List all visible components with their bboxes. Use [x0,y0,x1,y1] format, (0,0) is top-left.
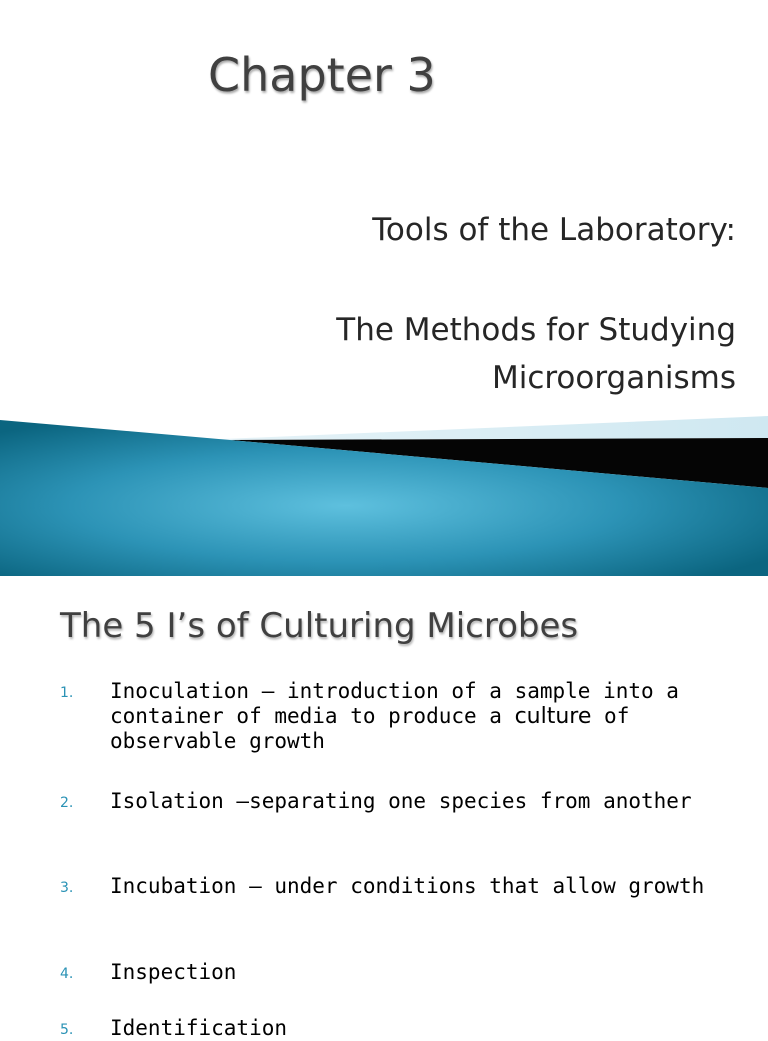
subtitle-line-1: Tools of the Laboratory: [372,212,736,248]
slide-2-title: The 5 I’s of Culturing Microbes [60,606,579,646]
list-number: 2. [60,795,74,811]
list-text [110,679,750,754]
list-number: 4. [60,966,74,982]
subtitle-line-2: The Methods for Studying [336,312,736,348]
list-number: 5. [60,1022,74,1038]
list-number: 1. [60,685,74,701]
slide-2 [0,576,768,1040]
list-text-part: of observable growth [110,704,630,753]
list-text: Incubation – under conditions that allow growth [110,874,705,898]
list-text: Isolation –separating one species from another [110,789,692,813]
list-text: Identification [110,1016,288,1040]
list-text: Inspection [110,960,237,984]
subtitle-line-3: Microorganisms [491,360,736,396]
pale-wedge [200,416,768,440]
decorative-teal-band [0,400,768,576]
chapter-title: Chapter 3 [208,48,436,102]
list-text-part: Inoculation – introduction of a sample into a container of media to produce a [110,679,679,728]
culture-term: culture [514,704,592,729]
list-number: 3. [60,880,74,896]
